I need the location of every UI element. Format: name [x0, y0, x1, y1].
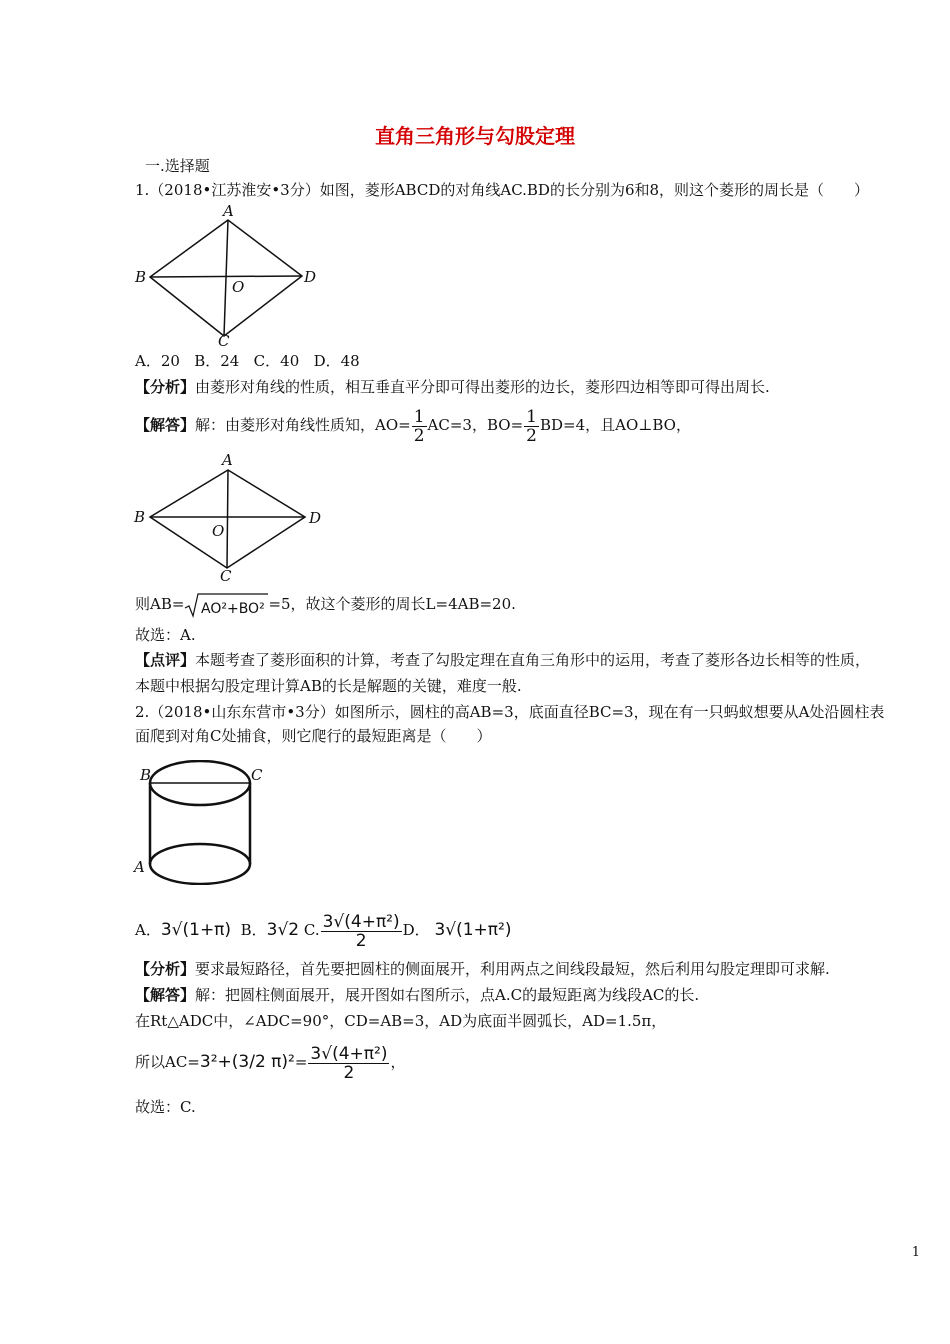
comment-tag: 【点评】 [135, 651, 196, 669]
label-c: C [218, 332, 230, 350]
label-d-2: D [309, 509, 322, 527]
then-part-b: =5，故这个菱形的周长L=4AB=20. [268, 595, 516, 613]
q2-so-end: ， [390, 1053, 406, 1071]
answer-part-b: AC=3，BO= [427, 416, 524, 434]
page-title: 直角三角形与勾股定理 [375, 124, 575, 148]
frac-den: 2 [413, 425, 425, 446]
q1-choose: 故选：A. [135, 626, 196, 644]
q2-so-frac-num: 3√(4+π²) [310, 1043, 388, 1064]
q1-options [135, 350, 360, 372]
section-heading: 一.选择题 [145, 157, 210, 175]
q2-so-fraction [308, 1045, 389, 1082]
q2-option-b-label: B． [240, 921, 267, 939]
q1-rhombus-figure-2 [130, 450, 330, 585]
page-number: 1 [911, 1245, 920, 1260]
q2-cylinder-figure [130, 760, 270, 885]
frac-num-2: 1 [526, 406, 537, 427]
q1-comment [135, 649, 870, 671]
label-o-2: O [212, 522, 225, 540]
sqrt-content: AO²+BO² [201, 601, 266, 617]
q2-option-c-num: 3√(4+π²) [322, 911, 400, 932]
q1-option-a: A．20 [135, 352, 180, 370]
q1-stem: 1.（2018•江苏淮安•3分）如图，菱形ABCD的对角线AC.BD的长分别为6和8，则这个菱形的周长是（ ） [135, 181, 870, 199]
answer-tag: 【解答】 [135, 416, 196, 434]
q1-answer [135, 405, 691, 445]
label-a: A [223, 202, 234, 220]
label-a-cyl: A [134, 858, 145, 876]
label-c-cyl: C [251, 766, 263, 784]
q2-option-c-label: C. [303, 921, 320, 939]
analysis-tag: 【分析】 [135, 378, 196, 396]
q1-option-b: B．24 [194, 352, 240, 370]
analysis-text: 由菱形对角线的性质，相互垂直平分即可得出菱形的边长，菱形四边相等即可得出周长. [195, 378, 770, 396]
q2-stem-1: 2.（2018•山东东营市•3分）如图所示，圆柱的高AB=3，底面直径BC=3，现在有一只蚂蚁想要从A处沿圆柱表 [135, 703, 885, 721]
label-o: O [232, 278, 245, 296]
q1-analysis [135, 376, 770, 398]
q2-rt-line: 在Rt△ADC中，∠ADC=90°，CD=AB=3，AD为底面半圆弧长，AD=1.5π， [135, 1012, 667, 1030]
frac-den-2: 2 [526, 425, 537, 446]
label-d: D [304, 268, 317, 286]
q2-options [135, 910, 511, 950]
q2-so-frac-den: 2 [343, 1062, 355, 1083]
fraction-half [412, 408, 427, 445]
q2-answer [135, 984, 699, 1006]
label-b-2: B [134, 508, 146, 526]
q1-then [135, 590, 516, 618]
comment-line-1: 本题考查了菱形面积的计算，考查了勾股定理在直角三角形中的运用，考查了菱形各边长相等的性质， [195, 651, 871, 669]
label-b-cyl: B [140, 766, 152, 784]
q2-option-c-fraction [321, 913, 402, 950]
q1-option-c: C．40 [253, 352, 300, 370]
q2-so-eq: = [294, 1053, 308, 1071]
sqrt-ab-icon [184, 592, 268, 618]
frac-num: 1 [413, 406, 425, 427]
q1-option-d: D．48 [313, 352, 360, 370]
then-part-a: 则AB= [135, 595, 185, 613]
q2-analysis-tag: 【分析】 [135, 960, 196, 978]
q2-answer-tag: 【解答】 [135, 986, 196, 1004]
label-c-2: C [220, 567, 232, 585]
q2-stem-2: 面爬到对角C处捕食，则它爬行的最短距离是（ ） [135, 727, 492, 745]
answer-part-a: 解：由菱形对角线性质知，AO= [195, 416, 411, 434]
q2-so-sqrt: 3²+(3/2 π)² [199, 1052, 295, 1072]
q1-comment-line-2: 本题中根据勾股定理计算AB的长是解题的关键，难度一般. [135, 677, 522, 695]
q2-so-line [135, 1040, 405, 1084]
q2-option-b-value: 3√2 [266, 920, 300, 940]
q1-rhombus-figure [130, 200, 330, 350]
q2-so-a: 所以AC= [135, 1053, 200, 1071]
q2-analysis [135, 958, 830, 980]
q2-choose: 故选：C. [135, 1098, 196, 1116]
fraction-half-2 [524, 408, 539, 445]
answer-part-c: BD=4，且AO⊥BO， [539, 416, 691, 434]
q2-option-d-value: 3√(1+π²) [434, 920, 512, 940]
label-a-2: A [222, 451, 233, 469]
q2-option-a-label: A． [135, 921, 161, 939]
q2-option-d-label: D． [402, 921, 430, 939]
q2-option-c-den: 2 [355, 930, 367, 951]
q2-option-a-value: 3√(1+π) [160, 920, 232, 940]
q2-answer-text: 解：把圆柱侧面展开，展开图如右图所示，点A.C的最短距离为线段AC的长. [195, 986, 700, 1004]
q2-analysis-text: 要求最短路径，首先要把圆柱的侧面展开，利用两点之间线段最短，然后利用勾股定理即可求解. [195, 960, 830, 978]
label-b: B [135, 268, 147, 286]
